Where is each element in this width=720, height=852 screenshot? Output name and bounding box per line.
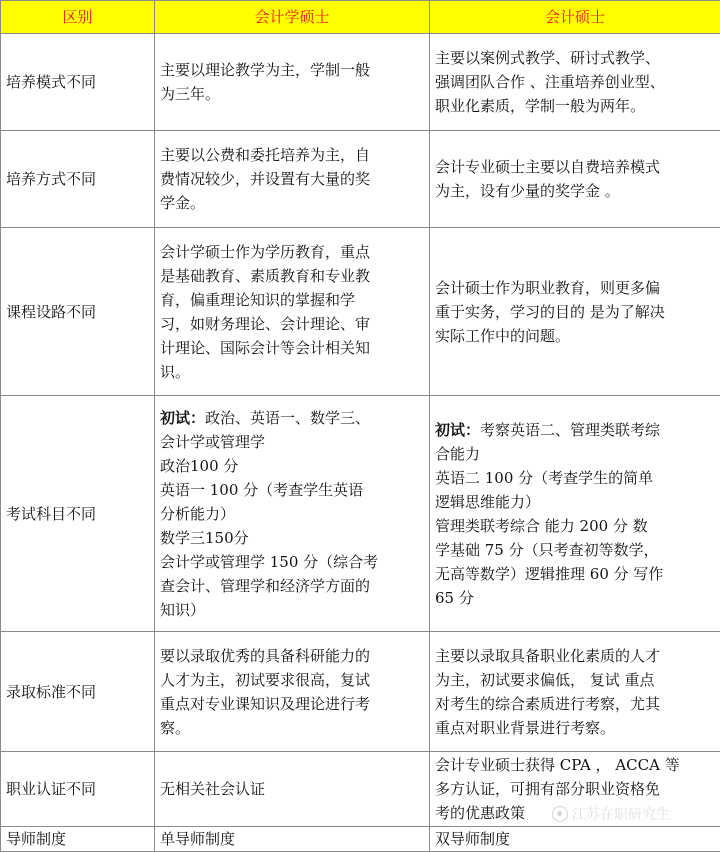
professional-cell [430, 396, 720, 632]
row-label: 导师制度 [1, 827, 155, 852]
row-label: 录取标准不同 [1, 632, 155, 752]
professional-cell: 会计专业硕士主要以自费培养模式 为主，设有少量的奖学金 。 [430, 131, 720, 228]
header-row [1, 1, 720, 34]
professional-cell: 双导师制度 [430, 827, 720, 852]
initial-exam-label: 初试： [160, 409, 205, 427]
professional-cell: 会计专业硕士获得 CPA ， ACCA 等 多方认证，可拥有部分职业资格免 考的优惠政策 [430, 752, 720, 827]
row-label: 培养模式不同 [1, 34, 155, 131]
academic-exam-text: 政治、英语一、数学三、 会计学或管理学 政治100 分 英语一 100 分（考查学生英语 分析能力） 数学三150分 会计学或管理学 150 分（综合考 查会计、管理学和经济学方面的 知识） [160, 409, 378, 619]
row-label: 职业认证不同 [1, 752, 155, 827]
academic-cell: 会计学硕士作为学历教育，重点 是基础教育、素质教育和专业教 育，偏重理论知识的掌握和学 习，如财务理论、会计理论、审 计理论、国际会计等会计相关知 识。 [155, 228, 430, 396]
academic-cell: 主要以理论教学为主，学制一般 为三年。 [155, 34, 430, 131]
professional-cell: 主要以录取具备职业化素质的人才 为主，初试要求偏低， 复试 重点 对考生的综合素质进行考察，尤其 重点对职业背景进行考察。 [430, 632, 720, 752]
watermark [552, 804, 670, 824]
table-row-exam-subjects [1, 396, 720, 632]
academic-cell: 要以录取优秀的具备科研能力的 人才为主，初试要求很高，复试 重点对专业课知识及理论进行考 察。 [155, 632, 430, 752]
academic-cell [155, 396, 430, 632]
table-row-training-funding [1, 131, 720, 228]
academic-cell: 无相关社会认证 [155, 752, 430, 827]
professional-exam-text: 考察英语二、管理类联考综 合能力 英语二 100 分（考查学生的简单 逻辑思维能力） 管理类联考综合 能力 200 分 数 学基础 75 分（只考查初等数学， 无高等数学）逻辑推理 60 分 写作 65 分 [435, 421, 663, 607]
table-row-training-mode [1, 34, 720, 131]
table-row-supervisor [1, 827, 720, 852]
row-label: 课程设路不同 [1, 228, 155, 396]
watermark-text: 江苏在职研究生 [572, 804, 670, 824]
academic-cell: 单导师制度 [155, 827, 430, 852]
professional-cell: 会计硕士作为职业教育，则更多偏 重于实务，学习的目的 是为了解决 实际工作中的问题。 [430, 228, 720, 396]
initial-exam-label: 初试： [435, 421, 480, 439]
header-professional-master: 会计硕士 [430, 1, 720, 34]
wechat-icon [552, 806, 568, 822]
table-row-curriculum [1, 228, 720, 396]
row-label: 考试科目不同 [1, 396, 155, 632]
header-difference: 区别 [1, 1, 155, 34]
professional-cell: 主要以案例式教学、研讨式教学、 强调团队合作 、注重培养创业型、 职业化素质，学制一般为两年。 [430, 34, 720, 131]
academic-cell: 主要以公费和委托培养为主，自 费情况较少，并设置有大量的奖 学金。 [155, 131, 430, 228]
row-label: 培养方式不同 [1, 131, 155, 228]
table-row-admission [1, 632, 720, 752]
header-academic-master: 会计学硕士 [155, 1, 430, 34]
